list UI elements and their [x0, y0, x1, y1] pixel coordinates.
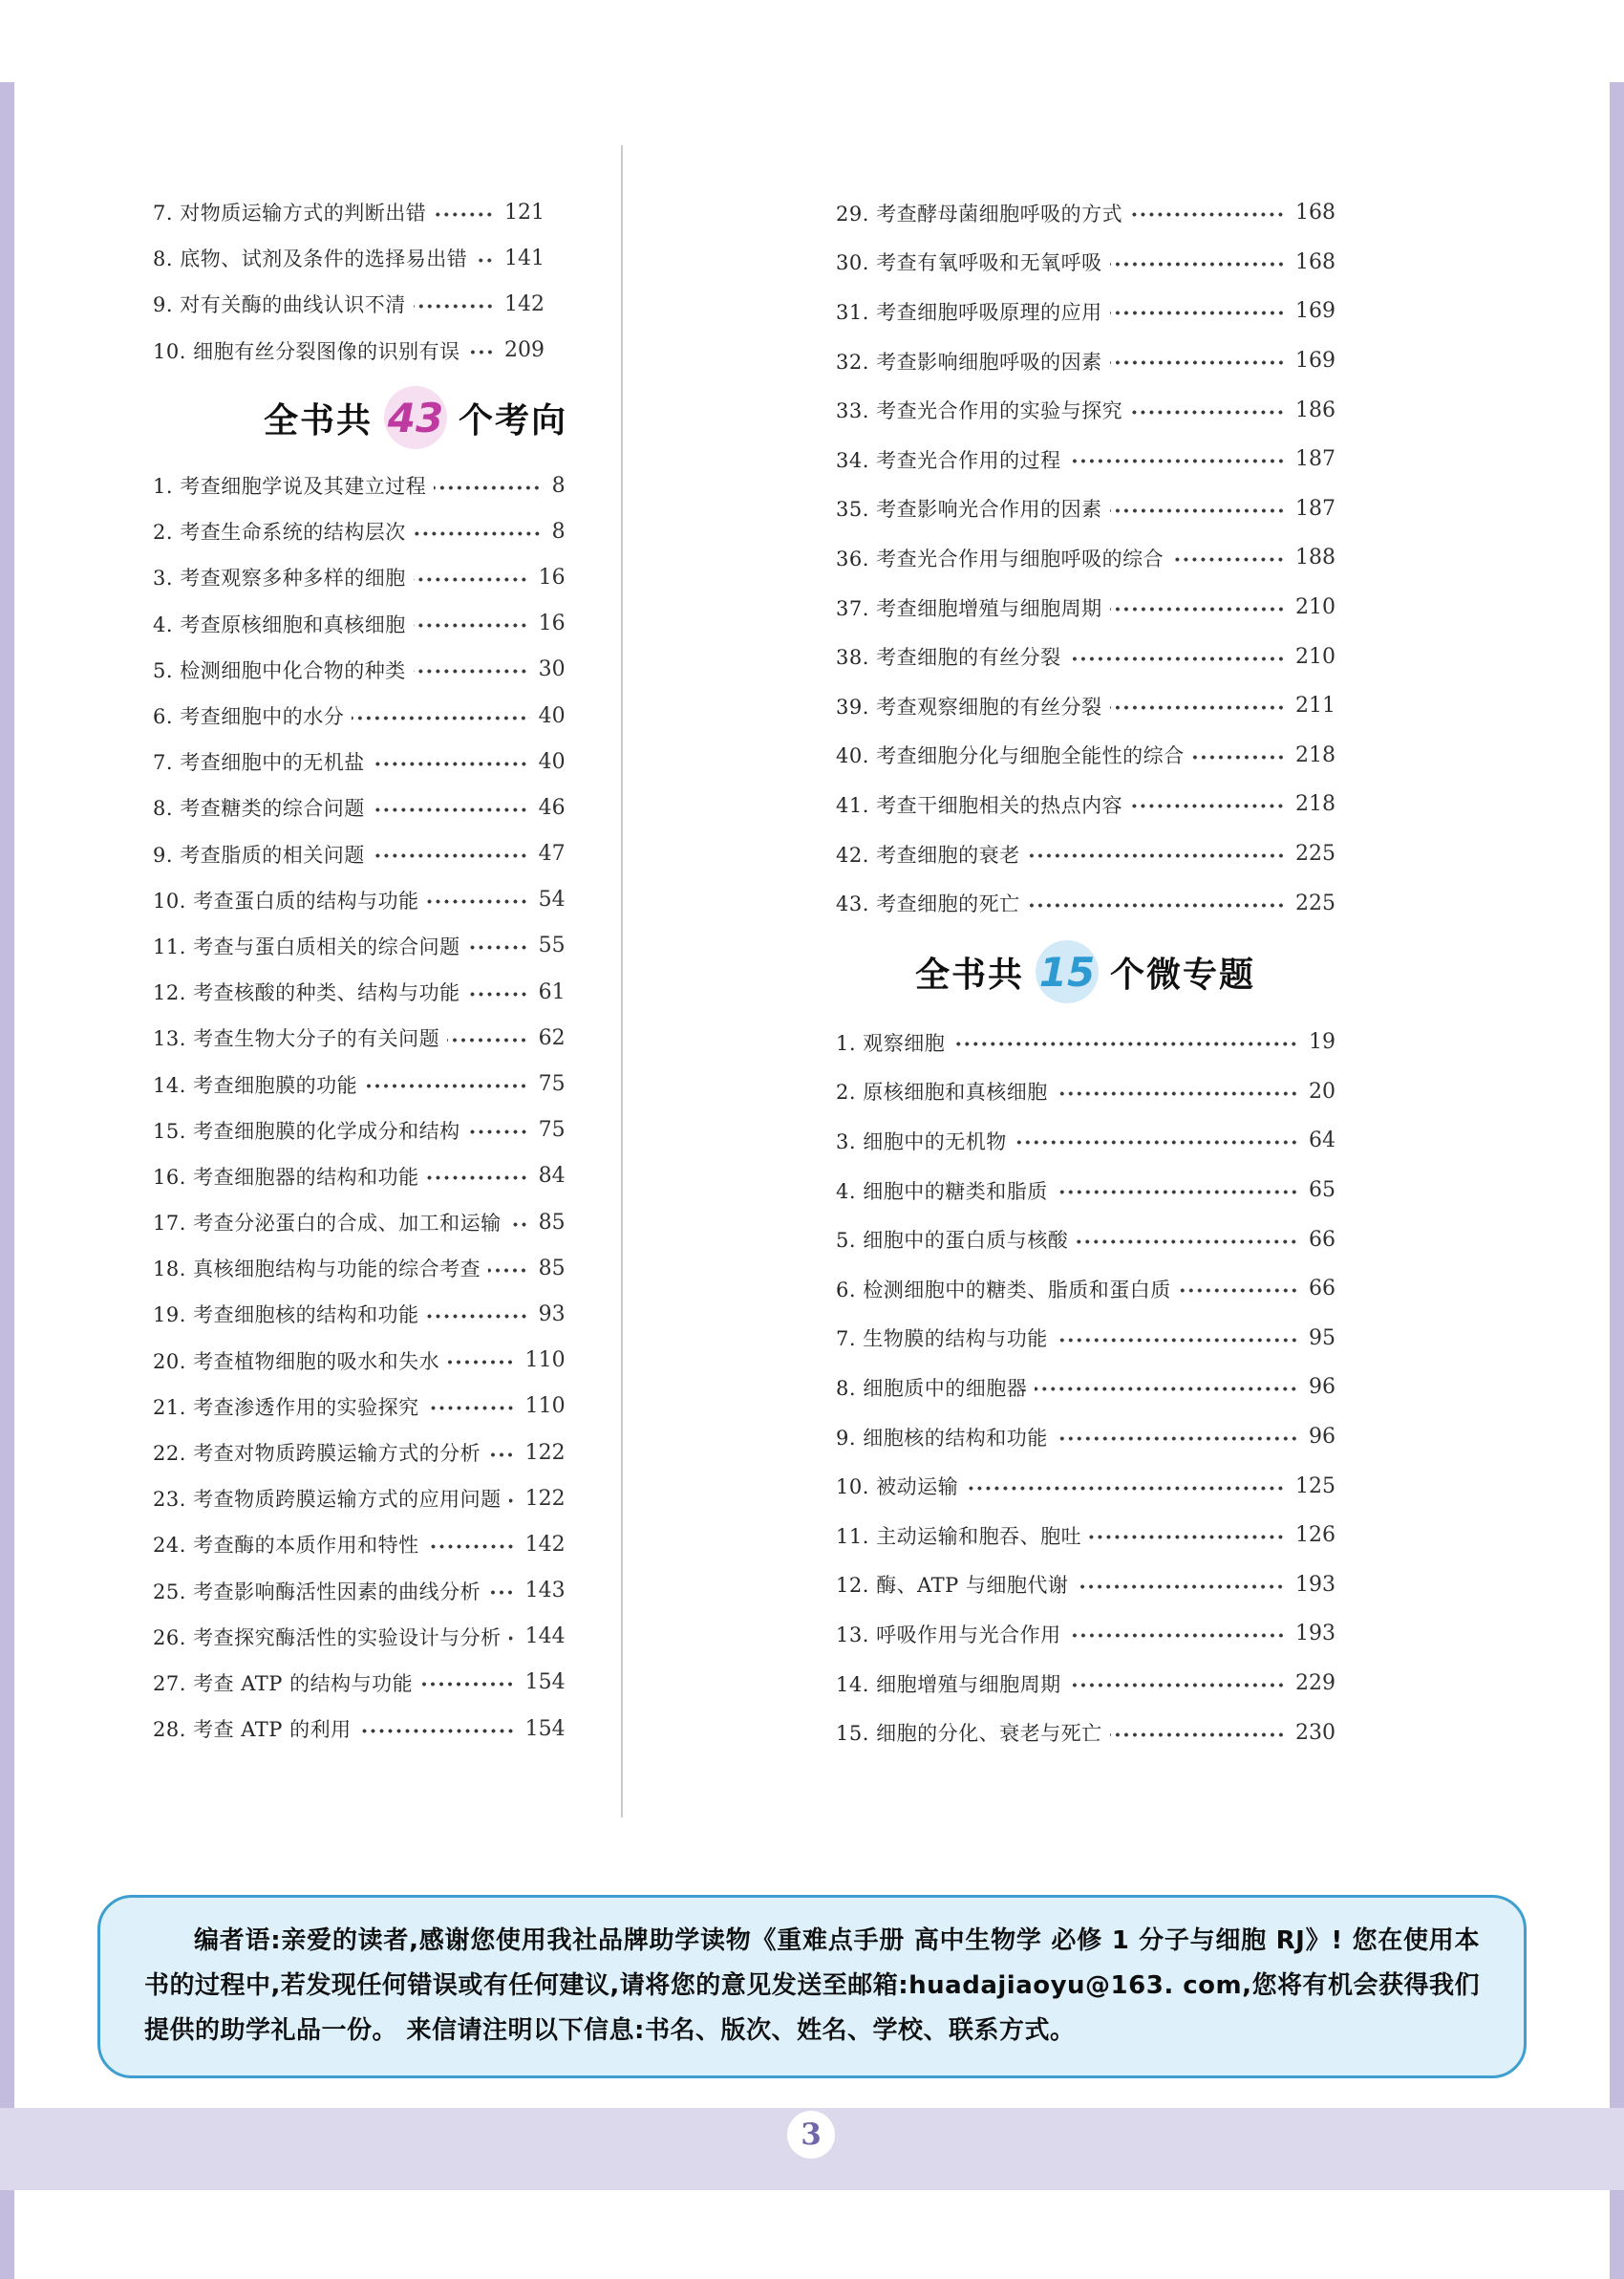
dot-leader: [475, 258, 496, 263]
toc-item-page: 168: [1295, 201, 1336, 226]
dot-leader: [414, 577, 530, 582]
toc-item: [836, 829, 1336, 879]
dot-leader: [1056, 1436, 1300, 1441]
toc-item-label: 42. 考查细胞的衰老: [836, 843, 1020, 867]
micro-header-prefix: 全书共: [914, 955, 1024, 995]
dot-leader: [447, 1038, 530, 1043]
toc-item-page: 210: [1295, 644, 1336, 669]
dot-leader: [1110, 262, 1287, 267]
dot-leader: [468, 945, 530, 950]
toc-item-label: 14. 考查细胞膜的功能: [153, 1073, 358, 1097]
toc-item-page: 75: [538, 1072, 566, 1097]
toc-item-page: 187: [1295, 447, 1336, 472]
toc-item-label: 23. 考查物质跨膜运输方式的应用问题: [153, 1488, 502, 1512]
toc-item: [836, 583, 1336, 633]
dot-leader: [1069, 1683, 1287, 1688]
toc-item: [836, 878, 1336, 928]
toc-item: [836, 1511, 1336, 1560]
toc-item: [153, 601, 566, 647]
toc-item-page: 121: [504, 200, 545, 225]
toc-item-page: 218: [1295, 742, 1336, 767]
dot-leader: [1069, 656, 1287, 661]
dot-leader: [1130, 804, 1287, 808]
toc-item-label: 21. 考查渗透作用的实验探究: [153, 1395, 419, 1419]
toc-item-label: 17. 考查分泌蛋白的合成、加工和运输: [153, 1212, 502, 1236]
dot-leader: [966, 1486, 1287, 1491]
dot-leader: [1110, 360, 1287, 365]
dot-leader: [1110, 508, 1287, 513]
toc-item: [836, 385, 1336, 435]
toc-item: [836, 1018, 1336, 1067]
toc-item-page: 229: [1295, 1671, 1336, 1696]
toc-item-label: 38. 考查细胞的有丝分裂: [836, 646, 1061, 670]
toc-item-page: 75: [538, 1118, 566, 1143]
kaoxiang-list-right: [836, 188, 1336, 928]
toc-item-page: 211: [1295, 694, 1336, 719]
toc-item-label: 33. 考查光合作用的实验与探究: [836, 399, 1123, 423]
toc-item-page: 169: [1295, 349, 1336, 374]
dot-leader: [447, 1360, 517, 1365]
toc-item: [836, 336, 1336, 386]
toc-item-label: 6. 考查细胞中的水分: [153, 705, 345, 729]
toc-item-label: 6. 检测细胞中的糖类、脂质和蛋白质: [836, 1278, 1171, 1301]
toc-item-page: 47: [538, 842, 566, 867]
toc-item-label: 41. 考查干细胞相关的热点内容: [836, 793, 1123, 817]
toc-item: [836, 1314, 1336, 1364]
toc-item: [836, 1264, 1336, 1314]
toc-item-label: 26. 考查探究酶活性的实验设计与分析: [153, 1625, 502, 1649]
toc-item-page: 66: [1309, 1277, 1336, 1301]
toc-item-page: 55: [538, 934, 566, 958]
toc-item-page: 40: [538, 703, 566, 728]
toc-item-page: 141: [504, 246, 545, 270]
toc-item: [153, 235, 545, 281]
toc-item: [153, 1015, 566, 1061]
toc-item-label: 15. 细胞的分化、衰老与死亡: [836, 1722, 1102, 1746]
toc-item: [836, 484, 1336, 534]
toc-item-label: 16. 考查细胞器的结构和功能: [153, 1165, 419, 1189]
toc-item: [153, 1291, 566, 1337]
toc-item: [836, 1166, 1336, 1215]
dot-leader: [1179, 1288, 1300, 1293]
toc-item: [836, 681, 1336, 731]
toc-item: [153, 1384, 566, 1430]
kaoxiang-list-left: [153, 462, 566, 1752]
toc-item-label: 20. 考查植物细胞的吸水和失水: [153, 1349, 440, 1373]
toc-item-label: 1. 观察细胞: [836, 1031, 946, 1055]
toc-item-label: 35. 考查影响光合作用的因素: [836, 498, 1102, 522]
dot-leader: [365, 1084, 530, 1088]
dot-leader: [1069, 1633, 1287, 1638]
toc-item-page: 16: [538, 565, 566, 590]
toc-item-label: 15. 考查细胞膜的化学成分和结构: [153, 1119, 460, 1143]
toc-item-page: 126: [1295, 1523, 1336, 1548]
toc-item-label: 40. 考查细胞分化与细胞全能性的综合: [836, 744, 1185, 768]
dot-leader: [352, 716, 529, 720]
toc-item-label: 2. 原核细胞和真核细胞: [836, 1081, 1048, 1105]
dot-leader: [434, 212, 496, 217]
toc-item-page: 144: [524, 1624, 566, 1649]
dot-leader: [1171, 557, 1287, 562]
toc-item-label: 31. 考查细胞呼吸原理的应用: [836, 300, 1102, 324]
dot-leader: [1069, 459, 1287, 463]
toc-item-label: 30. 考查有氧呼吸和无氧呼吸: [836, 251, 1102, 275]
toc-item: [153, 1521, 566, 1567]
toc-item-page: 193: [1295, 1622, 1336, 1646]
toc-item-label: 43. 考查细胞的死亡: [836, 892, 1020, 916]
toc-item-page: 65: [1309, 1178, 1336, 1203]
toc-item: [153, 1706, 566, 1752]
toc-item-label: 18. 真核细胞结构与功能的综合考查: [153, 1258, 481, 1281]
toc-item-label: 9. 考查脂质的相关问题: [153, 843, 365, 867]
toc-item-page: 154: [524, 1670, 566, 1695]
toc-item-page: 142: [504, 291, 545, 316]
toc-item: [153, 1568, 566, 1614]
dot-leader: [373, 762, 530, 766]
toc-item-label: 13. 考查生物大分子的有关问题: [153, 1027, 440, 1051]
toc-item-page: 19: [1309, 1030, 1336, 1055]
toc-item-page: 54: [538, 888, 566, 913]
dot-leader: [952, 1042, 1300, 1046]
toc-item-label: 37. 考查细胞增殖与细胞周期: [836, 596, 1102, 620]
toc-item: [153, 1199, 566, 1245]
dot-leader: [1130, 410, 1287, 415]
toc-item: [836, 287, 1336, 336]
toc-item-label: 22. 考查对物质跨膜运输方式的分析: [153, 1442, 481, 1466]
dot-leader: [1110, 1732, 1287, 1737]
dot-leader: [468, 350, 496, 355]
toc-item-label: 10. 细胞有丝分裂图像的识别有误: [153, 339, 460, 363]
toc-item-label: 3. 细胞中的无机物: [836, 1129, 1007, 1153]
dot-leader: [414, 531, 544, 536]
micro-header-suffix: 个微专题: [1110, 955, 1256, 995]
toc-item-page: 122: [524, 1486, 566, 1511]
dot-leader: [488, 1590, 517, 1595]
toc-item: [153, 554, 566, 600]
toc-item: [836, 1215, 1336, 1264]
toc-item-label: 4. 细胞中的糖类和脂质: [836, 1179, 1048, 1203]
toc-item-label: 9. 对有关酶的曲线认识不清: [153, 293, 406, 317]
toc-item-label: 8. 底物、试剂及条件的选择易出错: [153, 247, 468, 271]
toc-item-label: 9. 细胞核的结构和功能: [836, 1426, 1048, 1450]
toc-item-label: 7. 对物质运输方式的判断出错: [153, 202, 427, 226]
kaoxiang-header-prefix: 全书共: [263, 400, 373, 441]
toc-item-page: 110: [524, 1394, 566, 1419]
toc-column-divider: [621, 145, 623, 1817]
toc-item-page: 8: [551, 473, 566, 498]
dot-leader: [509, 1222, 530, 1227]
toc-item-label: 5. 细胞中的蛋白质与核酸: [836, 1229, 1069, 1253]
dot-leader: [434, 485, 543, 490]
toc-item-page: 20: [1309, 1079, 1336, 1104]
toc-item: [836, 1560, 1336, 1610]
dot-leader: [1130, 212, 1287, 217]
toc-item: [836, 435, 1336, 484]
dot-leader: [1035, 1387, 1300, 1391]
toc-item-label: 2. 考查生命系统的结构层次: [153, 521, 406, 545]
toc-item: [153, 1475, 566, 1521]
kaoxiang-count-badge: 43: [384, 386, 447, 449]
right-border-strip: [1610, 82, 1624, 2279]
toc-item: [836, 731, 1336, 781]
toc-item-label: 8. 考查糖类的综合问题: [153, 797, 365, 821]
toc-item-page: 209: [504, 338, 545, 363]
dot-leader: [414, 669, 530, 674]
toc-item-page: 193: [1295, 1572, 1336, 1597]
dot-leader: [1056, 1091, 1300, 1096]
dot-leader: [488, 1268, 530, 1273]
toc-item-page: 40: [538, 749, 566, 774]
toc-item-label: 36. 考查光合作用与细胞呼吸的综合: [836, 547, 1165, 570]
toc-item-page: 85: [538, 1256, 566, 1280]
dot-leader: [1076, 1239, 1300, 1244]
toc-item-page: 143: [524, 1579, 566, 1603]
toc-item-page: 218: [1295, 792, 1336, 817]
toc-item: [153, 508, 566, 554]
toc-item-label: 7. 考查细胞中的无机盐: [153, 751, 365, 775]
toc-item-label: 10. 被动运输: [836, 1475, 959, 1499]
toc-item-page: 61: [538, 979, 566, 1004]
toc-item: [836, 533, 1336, 583]
toc-item-page: 225: [1295, 842, 1336, 867]
toc-item: [153, 1660, 566, 1706]
dot-leader: [488, 1452, 517, 1457]
toc-item: [153, 1061, 566, 1107]
dot-leader: [427, 1406, 517, 1410]
toc-item-page: 96: [1309, 1425, 1336, 1450]
toc-item-label: 12. 考查核酸的种类、结构与功能: [153, 981, 460, 1005]
toc-item-page: 64: [1309, 1129, 1336, 1153]
toc-item: [153, 831, 566, 877]
toc-item-page: 46: [538, 795, 566, 820]
dot-leader: [1028, 903, 1287, 908]
toc-item-page: 168: [1295, 249, 1336, 274]
dot-leader: [414, 623, 530, 628]
toc-item-page: 230: [1295, 1720, 1336, 1745]
dot-leader: [1056, 1190, 1300, 1194]
toc-item-page: 62: [538, 1025, 566, 1050]
kaoxiang-section-header: [256, 386, 575, 449]
editor-note-text: 编者语:亲爱的读者,感谢您使用我社品牌助学读物《重难点手册 高中生物学 必修 1 分子与细胞 RJ》! 您在使用本书的过程中,若发现任何错误或有任何建议,请将您的意见发送至邮箱:huadajiaoyu@163. com,您将有机会获得我们提供的助学礼品一份。 来信请注明以下信息:书名、版次、姓名、学校、联系方式。: [144, 1926, 1481, 2045]
toc-item-page: 110: [524, 1348, 566, 1373]
toc-item-label: 12. 酶、ATP 与细胞代谢: [836, 1574, 1069, 1598]
toc-item: [153, 693, 566, 739]
toc-item-page: 93: [538, 1301, 566, 1326]
toc-item: [153, 739, 566, 785]
dot-leader: [1110, 311, 1287, 315]
toc-item-page: 187: [1295, 496, 1336, 521]
toc-item: [153, 1430, 566, 1475]
toc-item: [153, 1153, 566, 1199]
toc-item: [836, 1461, 1336, 1511]
dot-leader: [1015, 1140, 1300, 1145]
toc-item: [153, 1245, 566, 1291]
toc-item: [153, 647, 566, 693]
toc-item-page: 85: [538, 1210, 566, 1235]
dot-leader: [1089, 1535, 1287, 1539]
dot-leader: [427, 899, 530, 904]
toc-item: [836, 1708, 1336, 1757]
toc-item-label: 29. 考查酵母菌细胞呼吸的方式: [836, 202, 1123, 226]
dot-leader: [468, 1129, 530, 1134]
toc-item-page: 142: [524, 1532, 566, 1557]
dot-leader: [414, 304, 496, 309]
toc-item-page: 16: [538, 612, 566, 636]
toc-item-label: 39. 考查观察细胞的有丝分裂: [836, 695, 1102, 719]
toc-item-label: 11. 主动运输和胞吞、胞吐: [836, 1524, 1082, 1548]
toc-item: [836, 1412, 1336, 1462]
dot-leader: [359, 1729, 517, 1733]
page-number-circle: [787, 2111, 835, 2159]
toc-item-page: 210: [1295, 595, 1336, 620]
dot-leader: [373, 807, 530, 812]
toc-item-label: 24. 考查酶的本质作用和特性: [153, 1534, 419, 1558]
dot-leader: [427, 1544, 517, 1549]
toc-item-label: 13. 呼吸作用与光合作用: [836, 1623, 1061, 1646]
toc-item: [836, 188, 1336, 238]
toc-item-page: 84: [538, 1164, 566, 1189]
dot-leader: [373, 853, 530, 858]
toc-item: [153, 189, 545, 235]
toc-item: [153, 462, 566, 508]
page-number: 3: [801, 2118, 822, 2152]
toc-item-page: 8: [551, 519, 566, 544]
toc-item-label: 27. 考查 ATP 的结构与功能: [153, 1671, 414, 1695]
dot-leader: [1110, 705, 1287, 710]
dot-leader: [1028, 853, 1287, 858]
dot-leader: [420, 1682, 517, 1687]
dot-leader: [1056, 1338, 1300, 1343]
editor-note-box: [97, 1895, 1527, 2078]
toc-item: [153, 1338, 566, 1384]
toc-item-label: 11. 考查与蛋白质相关的综合问题: [153, 935, 460, 958]
toc-item: [153, 785, 566, 830]
toc-item-page: 188: [1295, 546, 1336, 570]
left-border-strip: [0, 82, 14, 2279]
toc-item-label: 7. 生物膜的结构与功能: [836, 1327, 1048, 1351]
toc-item: [153, 328, 545, 374]
toc-item: [836, 1363, 1336, 1412]
toc-item: [153, 969, 566, 1015]
toc-item: [836, 1609, 1336, 1659]
toc-item-label: 34. 考查光合作用的过程: [836, 448, 1061, 472]
toc-item-page: 30: [538, 657, 566, 682]
micro-count-badge: 15: [1036, 940, 1099, 1003]
toc-item-page: 154: [524, 1716, 566, 1741]
toc-item-page: 225: [1295, 891, 1336, 915]
dot-leader: [509, 1498, 517, 1503]
toc-item-page: 66: [1309, 1227, 1336, 1252]
misconception-list: [153, 189, 545, 374]
toc-item: [153, 877, 566, 923]
toc-item-page: 125: [1295, 1473, 1336, 1498]
toc-item-page: 169: [1295, 299, 1336, 324]
toc-item-label: 5. 检测细胞中化合物的种类: [153, 658, 406, 682]
toc-item-page: 95: [1309, 1325, 1336, 1350]
toc-item-page: 96: [1309, 1375, 1336, 1400]
toc-item-label: 3. 考查观察多种多样的细胞: [153, 567, 406, 591]
toc-item-label: 10. 考查蛋白质的结构与功能: [153, 889, 419, 913]
dot-leader: [1110, 607, 1287, 612]
toc-item: [153, 923, 566, 969]
toc-item-label: 14. 细胞增殖与细胞周期: [836, 1672, 1061, 1696]
toc-item-label: 28. 考查 ATP 的利用: [153, 1718, 352, 1742]
toc-item: [836, 1067, 1336, 1117]
kaoxiang-header-suffix: 个考向: [459, 400, 568, 441]
toc-item-page: 122: [524, 1440, 566, 1465]
toc-item-label: 1. 考查细胞学说及其建立过程: [153, 475, 427, 499]
toc-item-label: 32. 考查影响细胞呼吸的因素: [836, 350, 1102, 374]
toc-item: [836, 1116, 1336, 1166]
toc-item: [153, 1107, 566, 1153]
toc-item: [836, 238, 1336, 288]
dot-leader: [1192, 755, 1287, 760]
dot-leader: [468, 992, 530, 997]
dot-leader: [1076, 1584, 1287, 1589]
toc-item-label: 25. 考查影响酶活性因素的曲线分析: [153, 1580, 481, 1603]
micro-section-header: [908, 940, 1263, 1003]
toc-item: [153, 1614, 566, 1660]
toc-item-page: 186: [1295, 398, 1336, 422]
micro-topic-list: [836, 1018, 1336, 1757]
toc-item-label: 8. 细胞质中的细胞器: [836, 1376, 1028, 1400]
toc-item: [836, 1659, 1336, 1709]
toc-item-label: 19. 考查细胞核的结构和功能: [153, 1303, 419, 1327]
toc-item: [836, 632, 1336, 681]
dot-leader: [427, 1314, 530, 1319]
dot-leader: [427, 1175, 530, 1180]
dot-leader: [509, 1636, 517, 1641]
toc-item-label: 4. 考查原核细胞和真核细胞: [153, 613, 406, 636]
toc-item: [153, 281, 545, 327]
toc-item: [836, 780, 1336, 829]
